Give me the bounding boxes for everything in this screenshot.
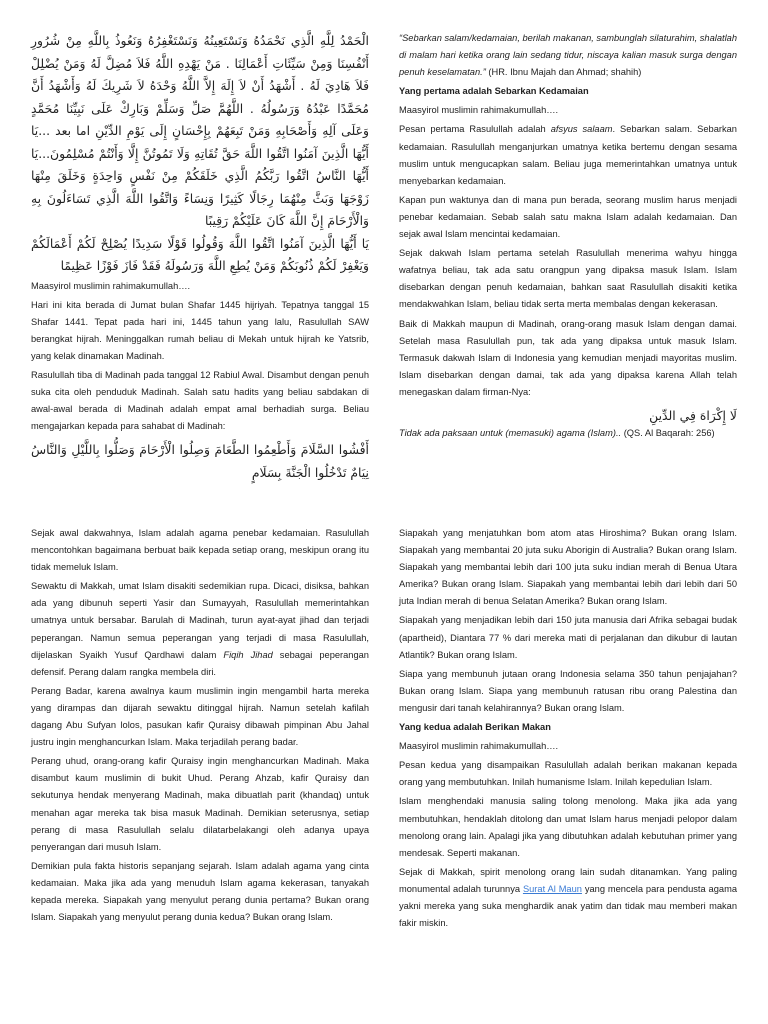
arabic-hadith: أَفْشُوا السَّلَامَ وَأَطْعِمُوا الطَّعَامَ وَصِلُوا الْأَرْحَامَ وَصَلُّوا بِاللَّيْلِ وَالنَّاسُ نِيَامٌ تَدْخُلُوا الْجَنَّةَ بِسَلَامٍ <box>31 442 369 480</box>
salutation: Maasyirol muslimin rahimakumullah…. <box>399 105 559 116</box>
paragraph: Hari ini kita berada di Jumat bulan Shafar 1445 hijriyah. Tepatnya tanggal 15 Shafar 1441. Tepat pada hari ini, 1445 tahun yang lalu, Rasulullah SAW berangkat hijrah. Meninggalkan rumah beliau di Mekah untuk hijrah ke Yatsrib, yang kelak dinamakan Madinah. <box>31 299 369 361</box>
hadith-source: (HR. Ibnu Majah dan Ahmad; shahih) <box>485 67 642 78</box>
paragraph: Perang uhud, orang-orang kafir Quraisy ingin menghancurkan Madinah. Maka disambut kaum muslimin di bukit Uhud. Perang Ahzab, kafir Quraisy dan sekutunya hendak menyerang Madinah, maka dibuatlah parit (khandaq) untuk menahan agar mereka tak bisa masuk Madinah. Demikian seterusnya, setiap perang di masa Rasulullah selalu dilatarbelakangi oleh adanya upaya penyerangan dari musuh Islam. <box>31 756 369 852</box>
salutation: Maasyirol muslimin rahimakumullah…. <box>31 280 191 291</box>
paragraph <box>31 578 369 681</box>
paragraph: Sejak dakwah Islam pertama setelah Rasulullah menerima wahyu hingga wafatnya beliau, tak ada satu orangpun yang dipaksa masuk Islam. Islam disebarkan dengan penuh kedamaian, bahkan saat Rasulullah disakiti ketika mendakwahkan Islam, beliau tidak serta merta membalas dengan kekerasan. <box>399 248 737 310</box>
paragraph: Perang Badar, karena awalnya kaum muslimin ingin mengambil harta mereka yang dirampas dan dijarah sewaktu ditinggal hijrah. Namun setelah kafilah dagang Abu Sufyan lolos, pasukan kafir Quraisy dibawah pimpinan Abu Jahal justru ingin menghancurkan Islam. Maka terjadilah perang badar. <box>31 685 369 748</box>
text: . Sebarkan salam. Sebarkan kedamaian. Rasulullah menganjurkan umatnya ketika bertemu dengan sesama muslim untuk mengucapkan salam. Beliau juga memerintahkan umatnya untuk menyebarkan kedamaian. <box>399 124 737 186</box>
paragraph <box>399 121 737 189</box>
ayah-source: (QS. Al Baqarah: 256) <box>621 427 715 438</box>
paragraph: Pesan kedua yang disampaikan Rasulullah adalah berikan makanan kepada orang yang membutuhkan. Inilah humanisme Islam. Inilah kepedulian Islam. <box>399 760 737 788</box>
paragraph: Siapakah yang menjatuhkan bom atom atas Hiroshima? Bukan orang Islam. Siapakah yang membantai 20 juta suku Aborigin di Australia? Bukan orang Islam. Siapakah yang membantai lebih dari 100 juta suku indian merah di Benua Utara Amerika? Bukan orang Islam. Siapakah yang membantai lebih dari lebih dari 50 juta Indian merah di benua Selatan Amerika? Bukan orang Islam. <box>399 528 737 607</box>
hadith-quote: “Sebarkan salam/kedamaian, berilah makanan, sambunglah silaturahim, shalatlah di malam hari ketika orang lain sedang tidur, niscaya kalian masuk surga dengan penuh keselamatan.” <box>399 33 737 78</box>
column-bottom-left <box>31 525 369 928</box>
paragraph: Kapan pun waktunya dan di mana pun berada, seorang muslim harus menjadi penebar kedamaian. Sebab salah satu makna Islam adalah kedamaian. Dan sejak awal Islam mencintai kedamaian. <box>399 194 737 240</box>
surat-al-maun-link[interactable]: Surat Al Maun <box>522 883 582 894</box>
italic-term: afsyus salaam <box>550 124 613 135</box>
italic-term: Fiqih Jihad <box>223 649 273 660</box>
text: Sewaktu di Makkah, umat Islam disakiti sedemikian rupa. Dicaci, disiksa, bahkan ada yang dibunuh seperti Yasir dan Sumayyah, Rasulullah memerintahkan umatnya untuk bersabar. Barulah di Madinah, turun ayat-ayat jihad dan terjadi peperangan. Namun semua peperangan yang terjadi di masa Rasulullah, dijelaskan Syaikh Yusuf Qardhawi dalam <box>31 581 369 660</box>
arabic-verse: يَا أَيُّهَا الَّذِينَ آمَنُوا اتَّقُوا اللَّهَ وَقُولُوا قَوْلًا سَدِيدًا يُصْلِحْ لَكُمْ أَعْمَالَكُمْ وَيَغْفِرْ لَكُمْ ذُنُوبَكُمْ وَمَنْ يُطِعِ اللَّهَ وَرَسُولَهُ فَقَدْ فَازَ فَوْزًا عَظِيمًا <box>31 235 369 273</box>
section-heading: Yang kedua adalah Berikan Makan <box>399 722 551 733</box>
ayah-quote: Tidak ada paksaan untuk (memasuki) agama (Islam).. <box>399 427 622 438</box>
paragraph: Baik di Makkah maupun di Madinah, orang-orang masuk Islam dengan damai. Setelah masa Rasulullah pun, tak ada yang dipaksa untuk masuk Islam. Termasuk dakwah Islam di Indonesia yang kemudian menjadi mayoritas muslim. Islam disebarkan dengan damai, tak ada yang dipaksa karena Allah telah menegaskan dalam firman-Nya: <box>399 318 737 397</box>
hadith-translation <box>399 30 737 81</box>
section-heading: Yang pertama adalah Sebarkan Kedamaian <box>399 86 589 97</box>
paragraph: Rasulullah tiba di Madinah pada tanggal 12 Rabiul Awal. Disambut dengan penuh suka cita oleh penduduk Madinah. Salah satu hadits yang beliau sabdakan di awal-awal berada di Madinah adalah empat amal berhadiah surga. Beliau mengajarkan kepada para sahabat di Madinah: <box>31 369 369 432</box>
arabic-ayah: لَا إِكْرَاهَ فِي الدِّينِ <box>649 407 737 423</box>
paragraph: Siapakah yang menjadikan lebih dari 150 juta manusia dari Afrika sebagai budak (apartheid), Diantara 77 % dari mereka mati di perjalanan dan dikubur di lautan Atlantik? Bukan orang Islam. <box>399 615 737 660</box>
paragraph: Demikian pula fakta historis sepanjang sejarah. Islam adalah agama yang cinta kedamaian. Maka jika ada yang menuduh Islam agama kekerasan, tanyakah kepada mereka. Siapakah yang menyulut perang dunia pertama? Bukan orang Islam. Siapakah yang menyulut perang dunia kedua? Bukan orang Islam. <box>31 860 369 923</box>
text: yang mencela para pendusta agama yakni mereka yang suka menghardik anak yatim dan tidak mau memberi makan fakir miskin. <box>399 883 737 929</box>
text: Pesan pertama Rasulullah adalah <box>399 124 551 135</box>
salutation: Maasyirol muslimin rahimakumullah…. <box>399 741 559 752</box>
arabic-opening: الْحَمْدُ لِلَّهِ الَّذِي نَحْمَدُهُ وَنَسْتَعِينُهُ وَنَسْتَغْفِرُهُ وَنَعُوذُ بِاللَّهِ مِنْ شُرُورِ أَنْفُسِنَا وَمِنْ سَيِّئَاتِ أَعْمَالِنَا . مَنْ يَهْدِهِ اللَّهُ فَلاَ مُضِلَّ لَهُ وَمَنْ يُضْلِلْ فَلاَ هَادِيَ لَهُ . أَشْهَدُ أَنْ لاَ إِلَهَ إِلاَّ اللَّهُ وَحْدَهُ لاَ شَرِيكَ لَهُ وَأَشْهَدُ أَنَّ مُحَمَّدًا عَبْدُهُ وَرَسُولُهُ . اللَّهُمَّ صَلِّ وَسَلِّمْ وَبَارِكْ عَلَى نَبِيِّنَا مُحَمَّدٍ وَعَلَى آلِهِ وَأَصْحَابِهِ وَمَنْ تَبِعَهُمْ بِإِحْسَانٍ إِلَى يَوْمِ الدِّيْنِ اما بعد ...يَا أَيُّهَا الَّذِينَ آمَنُوا اتَّقُوا اللَّهَ حَقَّ تُقَاتِهِ وَلَا تَمُوتُنَّ إِلَّا وَأَنْتُمْ مُسْلِمُونَ...يَا أَيُّهَا النَّاسُ اتَّقُوا رَبَّكُمُ الَّذِي خَلَقَكُمْ مِنْ نَفْسٍ وَاحِدَةٍ وَخَلَقَ مِنْهَا زَوْجَهَا وَبَثَّ مِنْهُمَا رِجَالًا كَثِيرًا وَنِسَاءً وَاتَّقُوا اللَّهَ الَّذِي تَسَاءَلُونَ بِهِ وَالْأَرْحَامَ إِنَّ اللَّهَ كَانَ عَلَيْكُمْ رَقِيبًا <box>31 33 369 228</box>
paragraph: Siapa yang membunuh jutaan orang Indonesia selama 350 tahun penjajahan? Bukan orang Islam. Siapa yang membunuh ratusan ribu orang Palestina dan mengusir dari tanah kelahirannya? Bukan orang Islam. <box>399 668 737 713</box>
column-top-left <box>31 30 369 484</box>
column-top-right <box>399 30 737 444</box>
paragraph <box>399 864 737 932</box>
text: sebagai peperangan defensif. Perang dalam rangka membela diri. <box>31 649 369 677</box>
paragraph: Islam menghendaki manusia saling tolong menolong. Maka jika ada yang membutuhkan, hendaklah ditolong dan umat Islam harus menjadi pelopor dalam menolong orang lain. Apalagi jika yang dibutuhkan adalah kebutuhan primer yang mendesak. Seperti makanan. <box>399 796 737 858</box>
paragraph: Sejak awal dakwahnya, Islam adalah agama penebar kedamaian. Rasulullah mencontohkan bagaimana berbuat baik kepada setiap orang, meskipun orang itu tidak memeluk Islam. <box>31 528 369 573</box>
text: Sejak di Makkah, spirit menolong orang lain sudah ditanamkan. Yang paling monumental adalah turunnya <box>399 866 737 894</box>
column-bottom-right <box>399 525 737 934</box>
ayah-translation <box>399 425 737 442</box>
